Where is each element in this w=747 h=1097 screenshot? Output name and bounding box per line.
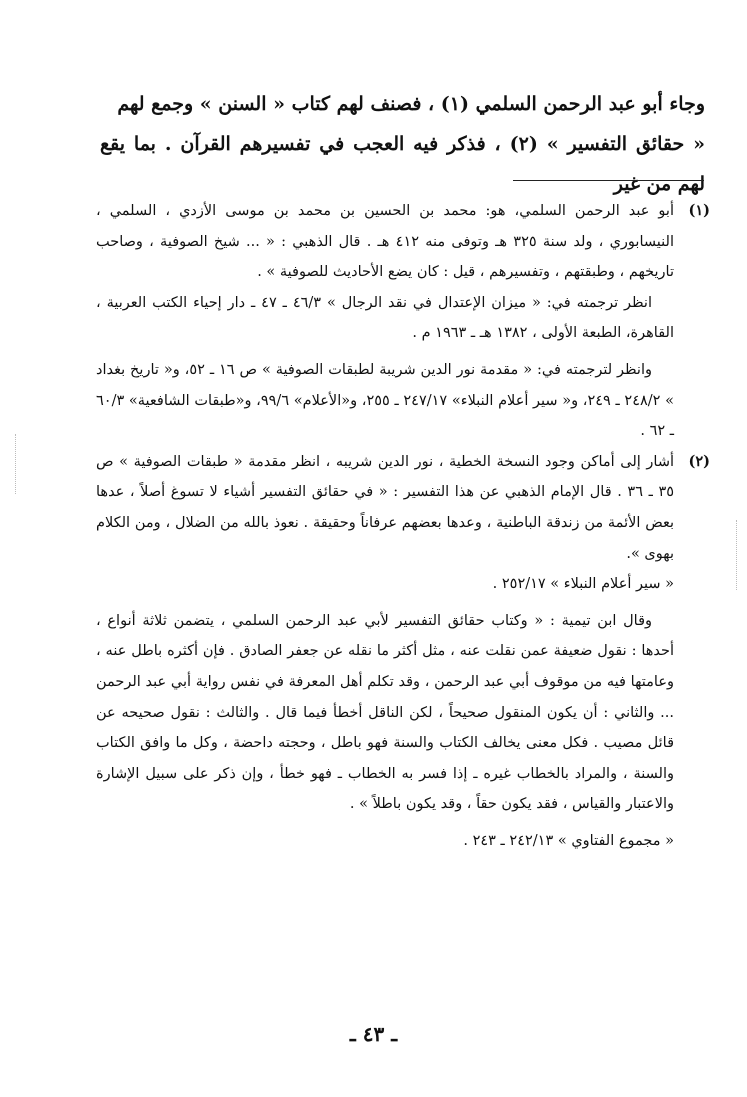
footnote-paragraph: أبو عبد الرحمن السلمي، هو: محمد بن الحسين بن محمد بن موسى الأزدي ، السلمي ، النيسابوري ، ولد سنة ٣٢٥ هـ وتوفى منه ٤١٢ هـ . قال الذهبي : « ... شيخ الصوفية ، وصاحب تاريخهم ، وطبقتهم ، وتفسيرهم ، قيل : كان يضع الأحاديث للصوفية » . <box>96 203 674 281</box>
footnote-paragraph: وقال ابن تيمية : « وكتاب حقائق التفسير لأبي عبد الرحمن السلمي ، يتضمن ثلاثة أنواع ، أحدها : نقول ضعيفة عمن نقلت عنه ، مثل أكثر ما نقله عن جعفر الصادق . فإن أكثره باطل عنه ، وعامتها فيه من موقوف أبي عبد الرحمن ، وقد تكلم أهل المعرفة في نفس رواية أبي عبد الرحمن ... والثاني : أن يكون المنقول صحيحاً ، لكن الناقل أخطأ فيما قال . والثالث : نقول صحيحه عن قائل مصيب . فكل معنى يخالف الكتاب والسنة فهو باطل ، وحجته داحضة ، وكل ما وافق الكتاب والسنة ، والمراد بالخطاب غيره ـ إذا فسر به الخطاب ـ فهو خطأ ، وإن ذكر على سبيل الإشارة والاعتبار والقياس ، فقد يكون حقاً ، وقد يكون باطلاً » . <box>96 612 674 813</box>
footnote-number: (٢) <box>688 452 710 470</box>
footnote-paragraph: أشار إلى أماكن وجود النسخة الخطية ، نور الدين شريبه ، انظر مقدمة « طبقات الصوفية » ص ٣٥ ـ ٣٦ . قال الإمام الذهبي عن هذا التفسير : « في حقائق التفسير أشياء لا تسوغ أصلاً ، عدها بعض الأئمة من زندقة الباطنية ، وعدها بعضهم عرفاناً وحقيقة . نعوذ بالله من الضلال ، ومن الكلام بهوى ». <box>96 453 675 562</box>
footnote-citation: « سير أعلام النبلاء » ٢٥٢/١٧ . <box>492 576 674 593</box>
scan-margin-mark <box>15 434 17 494</box>
page-number: ـ ٤٣ ـ <box>349 1022 398 1046</box>
footnote-citation: « مجموع الفتاوي » ٢٤٢/١٣ ـ ٢٤٣ . <box>463 832 674 849</box>
footnote-paragraph: وانظر لترجمته في: « مقدمة نور الدين شريبة لطبقات الصوفية » ص ١٦ ـ ٥٢، و« تاريخ بغداد » ٢٤٨/٢ ـ ٢٤٩، و« سير أعلام النبلاء» ٢٤٧/١٧ ـ ٢٥٥، و«الأعلام» ٩٩/٦، و«طبقات الشافعية» ٦٠/٣ ـ ٦٢ . <box>96 361 674 440</box>
main-text <box>100 84 705 204</box>
main-text-line: وجاء أبو عبد الرحمن السلمي (١) ، فصنف لهم كتاب « السنن » وجمع لهم <box>117 93 705 115</box>
footnotes <box>96 196 710 856</box>
footnote-2 <box>96 447 710 857</box>
footnote-separator <box>513 180 704 181</box>
scan-margin-mark <box>736 520 738 590</box>
main-text-line: « حقائق التفسير » (٢) ، فذكر فيه العجب في تفسيرهم القرآن . بما يقع لهم من غير <box>100 133 706 195</box>
footnote-1 <box>96 196 710 447</box>
footnote-paragraph: انظر ترجمته في: « ميزان الإعتدال في نقد الرجال » ٤٦/٣ ـ ٤٧ ـ دار إحياء الكتب العربية ، القاهرة، الطبعة الأولى ، ١٣٨٢ هـ ـ ١٩٦٣ م . <box>96 294 674 342</box>
footnote-number: (١) <box>688 202 710 219</box>
